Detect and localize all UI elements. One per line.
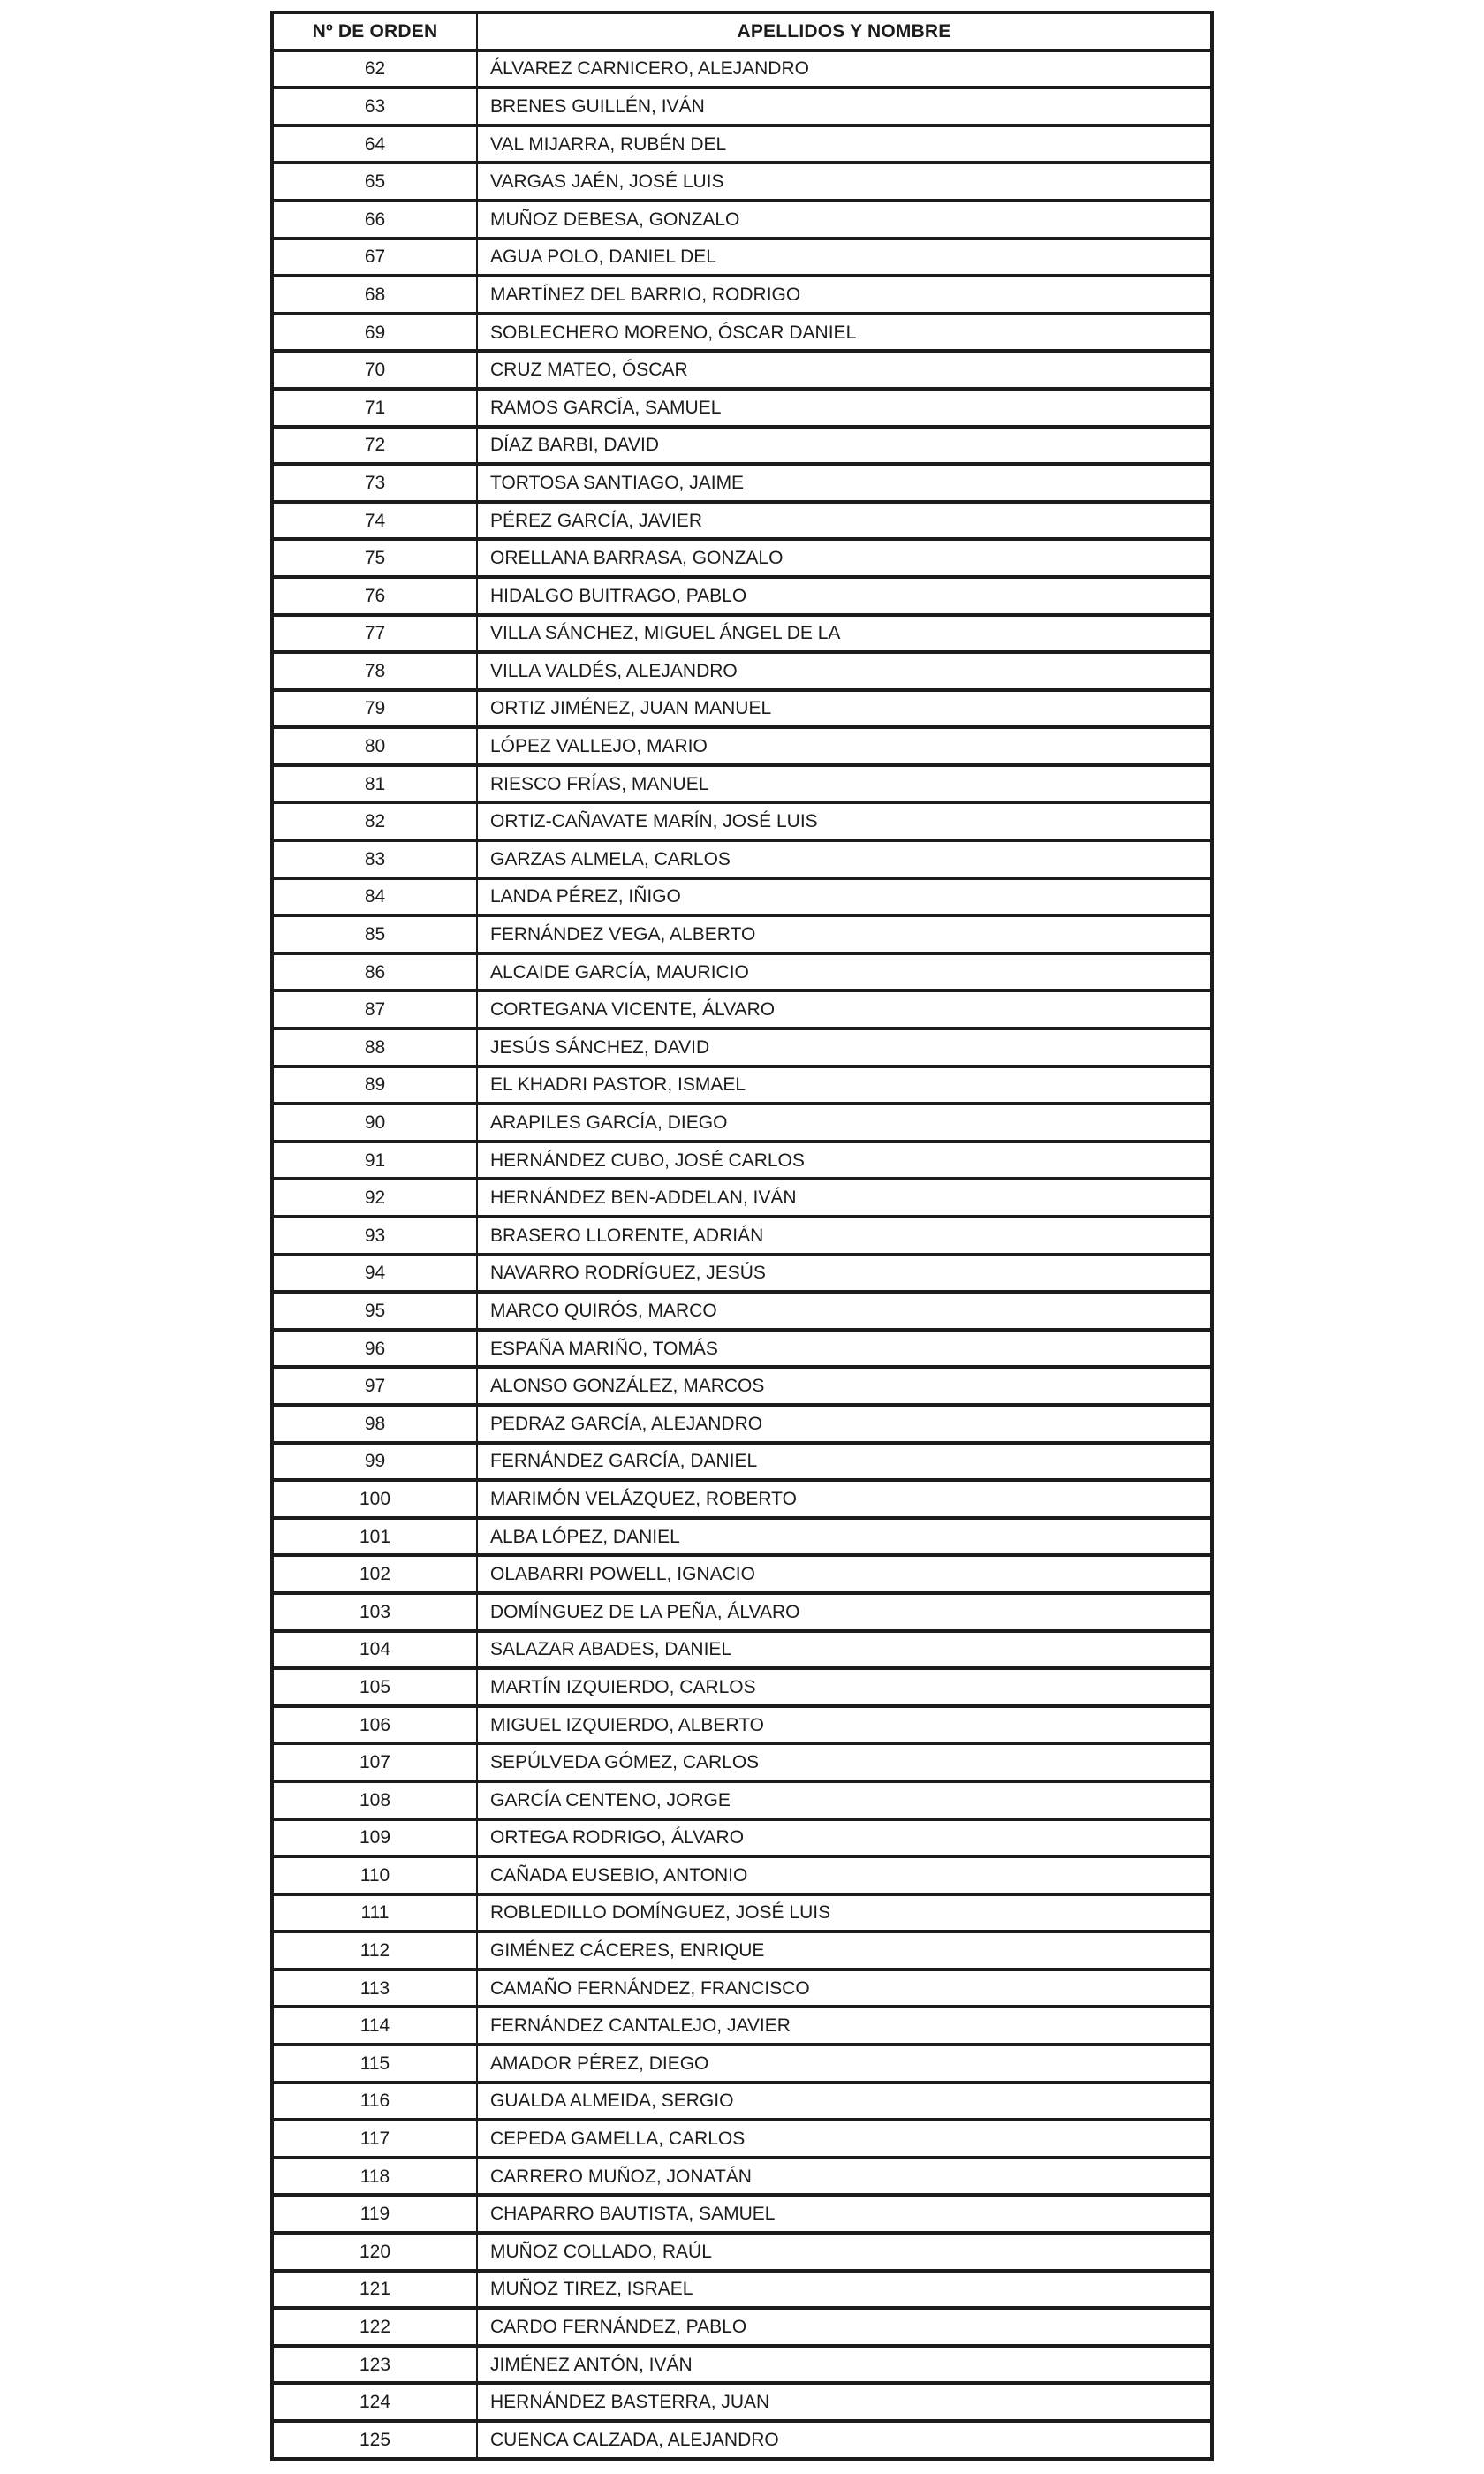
order-number-cell: 102 [272,1555,477,1593]
table-row [272,577,1212,615]
table-row [272,502,1212,540]
name-cell: MARCO QUIRÓS, MARCO [477,1292,1212,1330]
order-number-cell: 72 [272,427,477,465]
order-number-cell: 64 [272,125,477,163]
name-cell: HERNÁNDEZ BASTERRA, JUAN [477,2383,1212,2421]
table-row [272,1367,1212,1405]
name-cell: JIMÉNEZ ANTÓN, IVÁN [477,2346,1212,2384]
table-row [272,163,1212,201]
name-cell: DÍAZ BARBI, DAVID [477,427,1212,465]
table-row [272,1179,1212,1217]
order-number-cell: 80 [272,727,477,765]
table-row [272,1894,1212,1932]
name-cell: CORTEGANA VICENTE, ÁLVARO [477,990,1212,1028]
table-row [272,1631,1212,1669]
header-row [272,12,1212,50]
order-number-cell: 124 [272,2383,477,2421]
name-cell: CEPEDA GAMELLA, CARLOS [477,2120,1212,2158]
table-row [272,1330,1212,1368]
table-header [272,12,1212,50]
table-row [272,125,1212,163]
name-cell: TORTOSA SANTIAGO, JAIME [477,464,1212,502]
order-number-cell: 66 [272,201,477,239]
name-cell: FERNÁNDEZ GARCÍA, DANIEL [477,1443,1212,1481]
order-number-cell: 62 [272,50,477,88]
table-row [272,652,1212,690]
order-number-cell: 97 [272,1367,477,1405]
name-cell: ESPAÑA MARIÑO, TOMÁS [477,1330,1212,1368]
name-cell: HERNÁNDEZ CUBO, JOSÉ CARLOS [477,1142,1212,1180]
header-order-number: Nº DE ORDEN [272,12,477,50]
name-cell: HERNÁNDEZ BEN-ADDELAN, IVÁN [477,1179,1212,1217]
order-number-cell: 88 [272,1028,477,1066]
table-row [272,1969,1212,2007]
order-number-cell: 118 [272,2158,477,2196]
order-number-cell: 109 [272,1819,477,1857]
order-number-cell: 78 [272,652,477,690]
order-number-cell: 123 [272,2346,477,2384]
order-number-cell: 121 [272,2271,477,2309]
table-row [272,276,1212,314]
name-cell: RAMOS GARCÍA, SAMUEL [477,389,1212,427]
table-row [272,2158,1212,2196]
name-cell: LÓPEZ VALLEJO, MARIO [477,727,1212,765]
table-row [272,2233,1212,2271]
name-cell: GARCÍA CENTENO, JORGE [477,1781,1212,1819]
table-row [272,1856,1212,1894]
table-row [272,2083,1212,2121]
name-cell: ALCAIDE GARCÍA, MAURICIO [477,953,1212,991]
table-row [272,1706,1212,1744]
order-number-cell: 120 [272,2233,477,2271]
name-cell: FERNÁNDEZ VEGA, ALBERTO [477,915,1212,953]
name-cell: ORTIZ-CAÑAVATE MARÍN, JOSÉ LUIS [477,802,1212,840]
table-row [272,389,1212,427]
table-row [272,915,1212,953]
order-number-cell: 63 [272,87,477,125]
order-number-cell: 106 [272,1706,477,1744]
order-number-cell: 92 [272,1179,477,1217]
name-cell: CHAPARRO BAUTISTA, SAMUEL [477,2195,1212,2233]
order-number-cell: 85 [272,915,477,953]
order-number-cell: 84 [272,878,477,916]
order-number-cell: 114 [272,2007,477,2045]
table-row [272,2421,1212,2459]
order-number-cell: 83 [272,840,477,878]
order-number-cell: 93 [272,1217,477,1255]
order-number-cell: 103 [272,1593,477,1631]
order-number-cell: 119 [272,2195,477,2233]
name-cell: VILLA VALDÉS, ALEJANDRO [477,652,1212,690]
table-row [272,1931,1212,1969]
table-row [272,1443,1212,1481]
order-number-cell: 73 [272,464,477,502]
name-cell: VAL MIJARRA, RUBÉN DEL [477,125,1212,163]
name-cell: ALONSO GONZÁLEZ, MARCOS [477,1367,1212,1405]
order-number-cell: 122 [272,2308,477,2346]
name-cell: ARAPILES GARCÍA, DIEGO [477,1104,1212,1142]
order-number-cell: 111 [272,1894,477,1932]
name-cell: ÁLVAREZ CARNICERO, ALEJANDRO [477,50,1212,88]
table-row [272,2308,1212,2346]
name-cell: GARZAS ALMELA, CARLOS [477,840,1212,878]
table-row [272,314,1212,352]
order-number-cell: 91 [272,1142,477,1180]
order-number-cell: 82 [272,802,477,840]
name-cell: BRASERO LLORENTE, ADRIÁN [477,1217,1212,1255]
table-row [272,1518,1212,1556]
name-cell: JESÚS SÁNCHEZ, DAVID [477,1028,1212,1066]
name-cell: MARIMÓN VELÁZQUEZ, ROBERTO [477,1480,1212,1518]
name-cell: ALBA LÓPEZ, DANIEL [477,1518,1212,1556]
name-cell: AMADOR PÉREZ, DIEGO [477,2045,1212,2083]
table-row [272,1593,1212,1631]
table-row [272,765,1212,803]
name-cell: MUÑOZ TIREZ, ISRAEL [477,2271,1212,2309]
header-surname-name: APELLIDOS Y NOMBRE [477,12,1212,50]
table-row [272,2007,1212,2045]
table-row [272,1781,1212,1819]
order-number-cell: 101 [272,1518,477,1556]
name-cell: BRENES GUILLÉN, IVÁN [477,87,1212,125]
table-row [272,802,1212,840]
name-cell: DOMÍNGUEZ DE LA PEÑA, ÁLVARO [477,1593,1212,1631]
order-number-cell: 94 [272,1255,477,1293]
table-row [272,615,1212,653]
order-number-cell: 96 [272,1330,477,1368]
name-cell: CRUZ MATEO, ÓSCAR [477,351,1212,389]
name-cell: ROBLEDILLO DOMÍNGUEZ, JOSÉ LUIS [477,1894,1212,1932]
table-row [272,1555,1212,1593]
order-number-cell: 108 [272,1781,477,1819]
table-row [272,87,1212,125]
order-number-cell: 79 [272,690,477,728]
name-cell: CAÑADA EUSEBIO, ANTONIO [477,1856,1212,1894]
order-number-cell: 110 [272,1856,477,1894]
name-cell: EL KHADRI PASTOR, ISMAEL [477,1066,1212,1104]
name-cell: SOBLECHERO MORENO, ÓSCAR DANIEL [477,314,1212,352]
name-cell: ORTEGA RODRIGO, ÁLVARO [477,1819,1212,1857]
name-cell: MUÑOZ COLLADO, RAÚL [477,2233,1212,2271]
table-row [272,239,1212,277]
table-row [272,840,1212,878]
table-row [272,201,1212,239]
name-cell: AGUA POLO, DANIEL DEL [477,239,1212,277]
table-row [272,50,1212,88]
name-cell: CAMAÑO FERNÁNDEZ, FRANCISCO [477,1969,1212,2007]
table-body [272,50,1212,2459]
name-cell: ORTIZ JIMÉNEZ, JUAN MANUEL [477,690,1212,728]
order-number-cell: 99 [272,1443,477,1481]
table-row [272,539,1212,577]
table-row [272,2195,1212,2233]
order-number-cell: 100 [272,1480,477,1518]
order-number-cell: 74 [272,502,477,540]
order-number-cell: 98 [272,1405,477,1443]
table-row [272,1028,1212,1066]
order-number-cell: 112 [272,1931,477,1969]
table-row [272,464,1212,502]
name-cell: MARTÍN IZQUIERDO, CARLOS [477,1668,1212,1706]
order-number-cell: 69 [272,314,477,352]
table-row [272,1480,1212,1518]
name-cell: FERNÁNDEZ CANTALEJO, JAVIER [477,2007,1212,2045]
table-row [272,2383,1212,2421]
table-row [272,1405,1212,1443]
order-number-cell: 65 [272,163,477,201]
table-row [272,690,1212,728]
table-row [272,1104,1212,1142]
table-row [272,2346,1212,2384]
order-number-cell: 68 [272,276,477,314]
name-cell: VILLA SÁNCHEZ, MIGUEL ÁNGEL DE LA [477,615,1212,653]
name-cell: MARTÍNEZ DEL BARRIO, RODRIGO [477,276,1212,314]
candidate-roster-table [270,11,1214,2461]
order-number-cell: 115 [272,2045,477,2083]
name-cell: SEPÚLVEDA GÓMEZ, CARLOS [477,1743,1212,1781]
table-row [272,1819,1212,1857]
order-number-cell: 113 [272,1969,477,2007]
table-row [272,727,1212,765]
table-row [272,1217,1212,1255]
name-cell: ORELLANA BARRASA, GONZALO [477,539,1212,577]
table-row [272,1066,1212,1104]
table-row [272,2271,1212,2309]
order-number-cell: 77 [272,615,477,653]
order-number-cell: 70 [272,351,477,389]
order-number-cell: 125 [272,2421,477,2459]
table-row [272,990,1212,1028]
name-cell: VARGAS JAÉN, JOSÉ LUIS [477,163,1212,201]
name-cell: CARDO FERNÁNDEZ, PABLO [477,2308,1212,2346]
name-cell: SALAZAR ABADES, DANIEL [477,1631,1212,1669]
order-number-cell: 105 [272,1668,477,1706]
name-cell: CARRERO MUÑOZ, JONATÁN [477,2158,1212,2196]
order-number-cell: 87 [272,990,477,1028]
table-row [272,878,1212,916]
table-row [272,1142,1212,1180]
table-row [272,1668,1212,1706]
order-number-cell: 117 [272,2120,477,2158]
name-cell: PEDRAZ GARCÍA, ALEJANDRO [477,1405,1212,1443]
name-cell: CUENCA CALZADA, ALEJANDRO [477,2421,1212,2459]
order-number-cell: 104 [272,1631,477,1669]
table-row [272,2045,1212,2083]
name-cell: PÉREZ GARCÍA, JAVIER [477,502,1212,540]
name-cell: HIDALGO BUITRAGO, PABLO [477,577,1212,615]
name-cell: GUALDA ALMEIDA, SERGIO [477,2083,1212,2121]
order-number-cell: 75 [272,539,477,577]
table-row [272,2120,1212,2158]
order-number-cell: 71 [272,389,477,427]
order-number-cell: 86 [272,953,477,991]
order-number-cell: 95 [272,1292,477,1330]
table-row [272,1292,1212,1330]
order-number-cell: 90 [272,1104,477,1142]
order-number-cell: 67 [272,239,477,277]
name-cell: MIGUEL IZQUIERDO, ALBERTO [477,1706,1212,1744]
name-cell: NAVARRO RODRÍGUEZ, JESÚS [477,1255,1212,1293]
name-cell: OLABARRI POWELL, IGNACIO [477,1555,1212,1593]
order-number-cell: 76 [272,577,477,615]
name-cell: LANDA PÉREZ, IÑIGO [477,878,1212,916]
name-cell: MUÑOZ DEBESA, GONZALO [477,201,1212,239]
order-number-cell: 81 [272,765,477,803]
table-row [272,427,1212,465]
order-number-cell: 107 [272,1743,477,1781]
table-row [272,953,1212,991]
table-row [272,1255,1212,1293]
table-row [272,351,1212,389]
name-cell: GIMÉNEZ CÁCERES, ENRIQUE [477,1931,1212,1969]
order-number-cell: 89 [272,1066,477,1104]
name-cell: RIESCO FRÍAS, MANUEL [477,765,1212,803]
table-row [272,1743,1212,1781]
order-number-cell: 116 [272,2083,477,2121]
